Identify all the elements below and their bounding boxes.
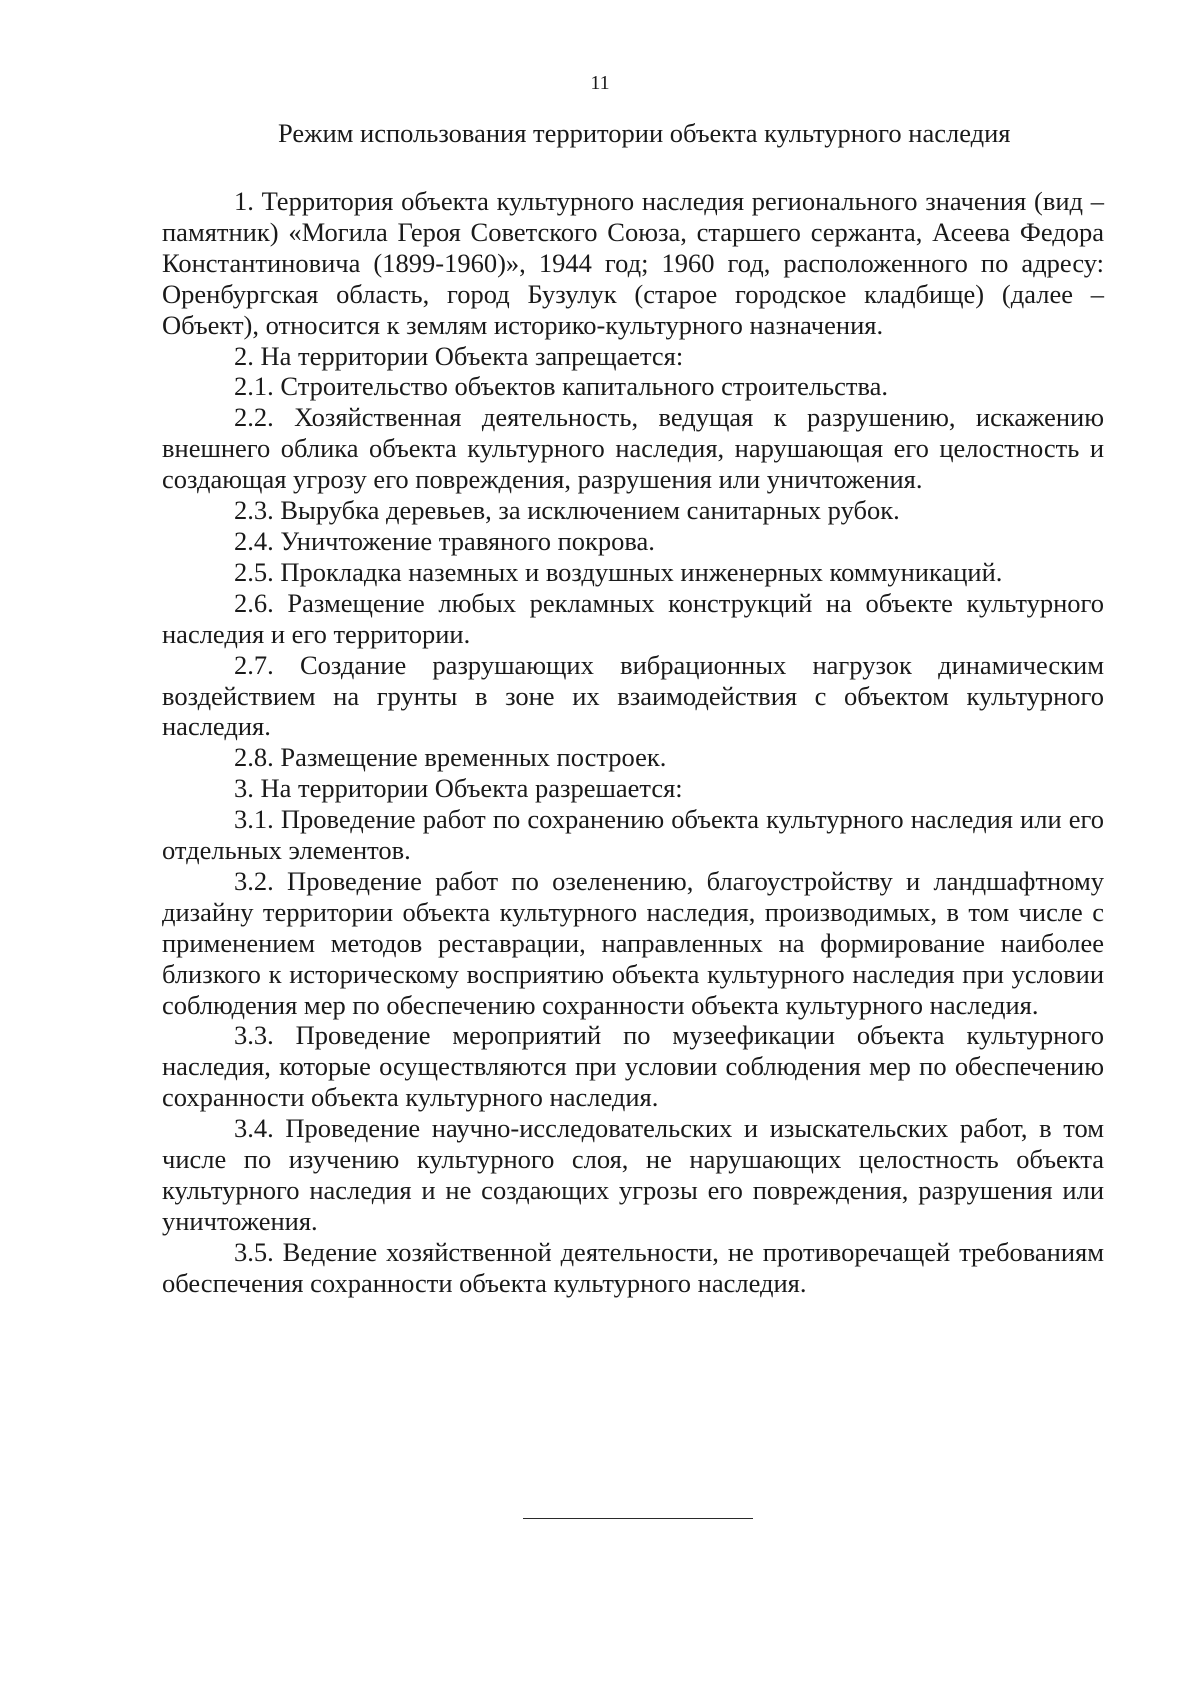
paragraph-3-5: 3.5. Ведение хозяйственной деятельности, не противоречащей требованиям обеспечения сохранности объекта культурного наследия.	[162, 1236, 1104, 1298]
paragraph-2: 2. На территории Объекта запрещается:	[234, 340, 684, 371]
page-number: 11	[590, 72, 610, 94]
document-title: Режим использования территории объекта культурного наследия	[278, 118, 1011, 148]
document-body	[162, 186, 1104, 1299]
paragraph-2-1: 2.1. Строительство объектов капитального строительства.	[234, 371, 889, 402]
paragraph-3-2: 3.2. Проведение работ по озеленению, благоустройству и ландшафтному дизайну территории объекта культурного наследия, производимых, в том числе с применением методов реставрации, направленных на формирование наиболее близкого к историческому восприятию объекта культурного наследия при условии соблюдения мер по обеспечению сохранности объекта культурного наследия.	[162, 865, 1104, 1020]
paragraph-2-5: 2.5. Прокладка наземных и воздушных инженерных коммуникаций.	[234, 556, 1003, 587]
paragraph-2-7: 2.7. Создание разрушающих вибрационных нагрузок динамическим воздействием на грунты в зоне их взаимодействия с объектом культурного наследия.	[162, 649, 1104, 742]
paragraph-3-1: 3.1. Проведение работ по сохранению объекта культурного наследия или его отдельных элементов.	[162, 804, 1104, 866]
paragraph-3-4: 3.4. Проведение научно-исследовательских и изыскательских работ, в том числе по изучению культурного слоя, не нарушающих целостность объекта культурного наследия и не создающих угрозы его повреждения, разрушения или уничтожения.	[162, 1113, 1104, 1236]
end-of-document-rule	[523, 1518, 753, 1519]
paragraph-2-6: 2.6. Размещение любых рекламных конструкций на объекте культурного наследия и его территории.	[162, 587, 1104, 649]
paragraph-1: 1. Территория объекта культурного наследия регионального значения (вид – памятник) «Могила Героя Советского Союза, старшего сержанта, Асеева Федора Константиновича (1899-1960)», 1944 год; 1960 год, расположенного по адресу: Оренбургская область, город Бузулук (старое городское кладбище) (далее – Объект), относится к землям историко-культурного назначения.	[162, 186, 1104, 340]
paragraph-2-4: 2.4. Уничтожение травяного покрова.	[234, 525, 655, 556]
paragraph-2-8: 2.8. Размещение временных построек.	[234, 742, 667, 773]
paragraph-3: 3. На территории Объекта разрешается:	[234, 773, 683, 804]
paragraph-3-3: 3.3. Проведение мероприятий по музеефикации объекта культурного наследия, которые осуществляются при условии соблюдения мер по обеспечению сохранности объекта культурного наследия.	[162, 1020, 1104, 1113]
paragraph-2-3: 2.3. Вырубка деревьев, за исключением санитарных рубок.	[234, 495, 900, 526]
paragraph-2-2: 2.2. Хозяйственная деятельность, ведущая к разрушению, искажению внешнего облика объекта культурного наследия, нарушающая его целостность и создающая угрозу его повреждения, разрушения или уничтожения.	[162, 402, 1104, 495]
